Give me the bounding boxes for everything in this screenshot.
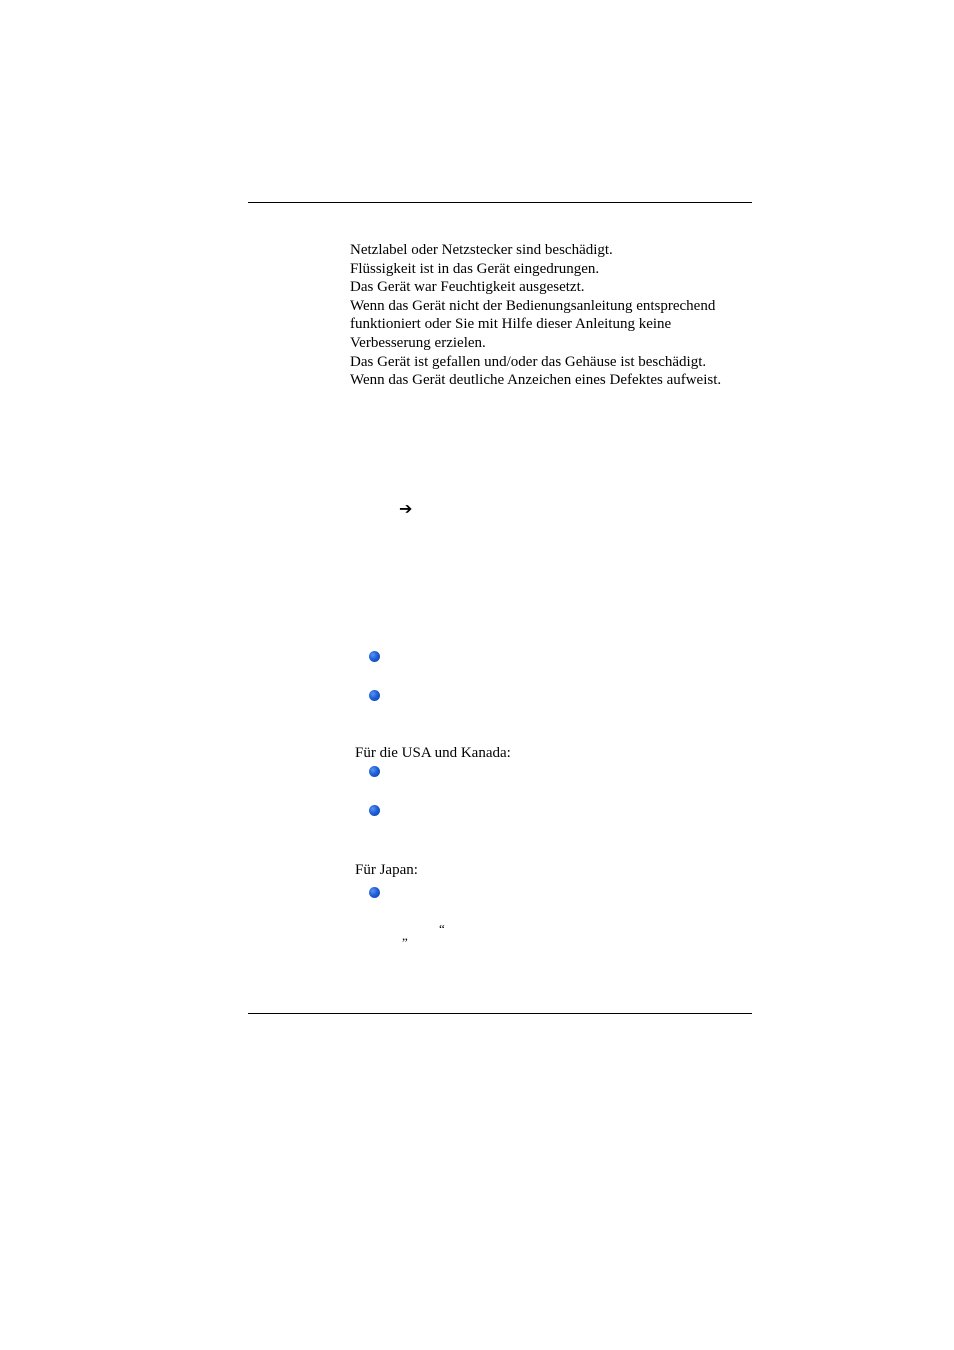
list-item: Das Gerät ist gefallen und/oder das Gehäuse ist beschädigt. (350, 353, 707, 370)
list-item: Wenn das Gerät deutliche Anzeichen eines Defektes aufweist. (350, 372, 722, 389)
list-item: Das Gerät war Feuchtigkeit ausgesetzt. (350, 279, 585, 296)
quote-open-mark: „ (402, 928, 408, 943)
bullet-icon (369, 651, 380, 662)
header-rule (248, 202, 752, 203)
arrow-right-icon: ➔ (399, 499, 413, 518)
cause-list (350, 241, 721, 390)
bullet-icon (369, 887, 380, 898)
bullet-icon (369, 690, 380, 701)
list-item: Netzlabel oder Netzstecker sind beschädigt. (350, 242, 613, 258)
japan-heading: Für Japan: (355, 862, 418, 878)
bullet-icon (369, 805, 380, 816)
list-item: Verbesserung erzielen. (350, 334, 486, 351)
usa-canada-heading: Für die USA und Kanada: (355, 745, 511, 761)
list-item: funktioniert oder Sie mit Hilfe dieser Anleitung keine (350, 316, 672, 333)
footer-rule (248, 1013, 752, 1014)
bullet-icon (369, 766, 380, 777)
list-item: Wenn das Gerät nicht der Bedienungsanleitung entsprechend (350, 297, 716, 314)
list-item: Flüssigkeit ist in das Gerät eingedrungen. (350, 260, 600, 277)
quote-close-mark: “ (439, 921, 445, 936)
